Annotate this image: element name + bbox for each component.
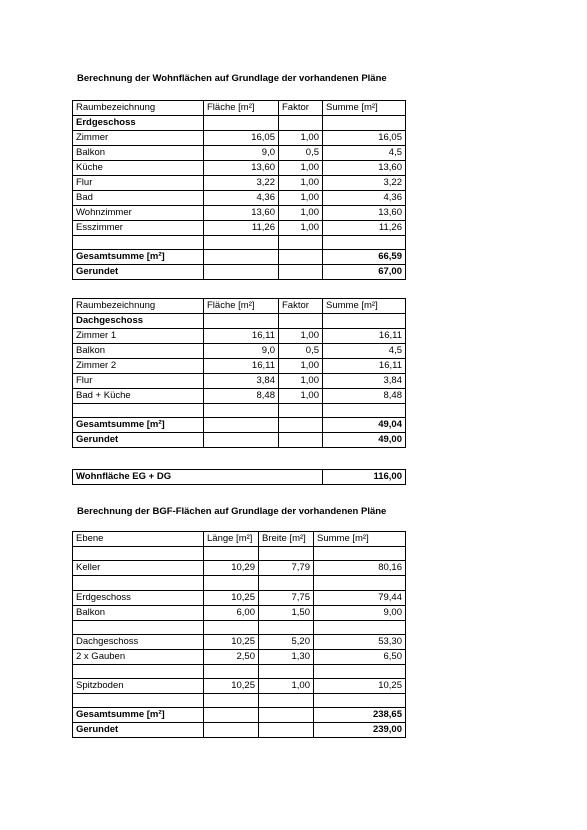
row-value: 16,11: [204, 329, 279, 344]
table-row: [73, 590, 406, 605]
row-label: 2 x Gauben: [73, 649, 204, 664]
table-header-row: [73, 299, 406, 314]
table-row: [73, 649, 406, 664]
table-row: [73, 634, 406, 649]
table-row: [73, 161, 406, 176]
table-row: [73, 344, 406, 359]
table-dachgeschoss: [72, 298, 406, 448]
row-value: 0,5: [279, 146, 323, 161]
rounded-label: Gerundet: [73, 265, 204, 280]
total-value: 66,59: [323, 250, 406, 265]
row-value: 16,11: [323, 359, 406, 374]
row-value: 13,60: [323, 206, 406, 221]
header-flaeche: Fläche [m²]: [204, 101, 279, 116]
empty-row: [73, 547, 406, 561]
table-row: [73, 605, 406, 620]
row-value: 13,60: [204, 161, 279, 176]
table-bgf: [72, 531, 406, 738]
row-value: 3,84: [323, 374, 406, 389]
empty-row: [73, 236, 406, 250]
empty-row: [73, 694, 406, 708]
row-value: 16,11: [323, 329, 406, 344]
row-value: 13,60: [323, 161, 406, 176]
heading-wohnflaechen: Berechnung der Wohnflächen auf Grundlage der vorhandenen Pläne: [77, 73, 387, 84]
row-value: 1,00: [279, 359, 323, 374]
row-label: Balkon: [73, 344, 204, 359]
bgf-rows: [73, 547, 406, 708]
table-header-row: [73, 532, 406, 547]
row-value: 2,50: [204, 649, 259, 664]
table-row: [73, 191, 406, 206]
row-value: 4,36: [323, 191, 406, 206]
rounded-label: Gerundet: [73, 723, 204, 738]
row-label: Flur: [73, 374, 204, 389]
header-faktor: Faktor: [279, 299, 323, 314]
rounded-row: [73, 723, 406, 738]
row-label: Spitzboden: [73, 679, 204, 694]
total-value: 49,04: [323, 418, 406, 433]
table-header-row: [73, 101, 406, 116]
row-label: Balkon: [73, 605, 204, 620]
table-row: [73, 221, 406, 236]
row-label: Wohnzimmer: [73, 206, 204, 221]
row-value: 3,84: [204, 374, 279, 389]
header-laenge: Länge [m²]: [204, 532, 259, 547]
table-row: [73, 679, 406, 694]
table-row: [73, 131, 406, 146]
row-value: 10,25: [204, 590, 259, 605]
row-value: 10,25: [314, 679, 406, 694]
section-title-dachgeschoss: Dachgeschoss: [73, 314, 204, 329]
row-value: 1,00: [279, 131, 323, 146]
row-value: 10,29: [204, 561, 259, 576]
row-value: 1,00: [279, 374, 323, 389]
rounded-row: [73, 265, 406, 280]
table-row: [73, 359, 406, 374]
row-value: 6,00: [204, 605, 259, 620]
row-value: 0,5: [279, 344, 323, 359]
row-label: Zimmer 1: [73, 329, 204, 344]
row-value: 7,79: [259, 561, 314, 576]
row-value: 8,48: [323, 389, 406, 404]
row-label: Bad + Küche: [73, 389, 204, 404]
eg-rows: [73, 131, 406, 236]
table-row: [73, 146, 406, 161]
row-label: Bad: [73, 191, 204, 206]
row-label: Zimmer 2: [73, 359, 204, 374]
empty-row: [73, 404, 406, 418]
table-wohnflaeche-summe: [72, 469, 406, 485]
row-label: Balkon: [73, 146, 204, 161]
heading-bgf: Berechnung der BGF-Flächen auf Grundlage der vorhandenen Pläne: [77, 506, 387, 517]
row-value: 1,00: [259, 679, 314, 694]
wohnflaeche-value: 116,00: [323, 470, 406, 485]
row-value: 3,22: [204, 176, 279, 191]
header-flaeche: Fläche [m²]: [204, 299, 279, 314]
row-value: 1,00: [279, 329, 323, 344]
row-label: Keller: [73, 561, 204, 576]
row-value: 53,30: [314, 634, 406, 649]
header-raumbezeichnung: Raumbezeichnung: [73, 299, 204, 314]
empty-row: [73, 620, 406, 634]
empty-row: [73, 664, 406, 678]
row-value: 10,25: [204, 634, 259, 649]
row-value: 16,11: [204, 359, 279, 374]
header-summe: Summe [m²]: [323, 299, 406, 314]
section-title-row: [73, 314, 406, 329]
table-row: [73, 374, 406, 389]
total-label: Gesamtsumme [m²]: [73, 418, 204, 433]
table-row: [73, 561, 406, 576]
table-erdgeschoss: [72, 100, 406, 280]
row-label: Dachgeschoss: [73, 634, 204, 649]
row-value: 9,0: [204, 146, 279, 161]
row-value: 5,20: [259, 634, 314, 649]
header-ebene: Ebene: [73, 532, 204, 547]
row-value: 9,00: [314, 605, 406, 620]
row-value: 10,25: [204, 679, 259, 694]
header-breite: Breite [m²]: [259, 532, 314, 547]
row-value: 11,26: [323, 221, 406, 236]
total-row: [73, 708, 406, 723]
row-value: 3,22: [323, 176, 406, 191]
row-value: 8,48: [204, 389, 279, 404]
row-label: Zimmer: [73, 131, 204, 146]
section-title-row: [73, 116, 406, 131]
row-value: 4,5: [323, 146, 406, 161]
row-value: 4,5: [323, 344, 406, 359]
wohnflaeche-row: [73, 470, 406, 485]
total-row: [73, 250, 406, 265]
row-value: 16,05: [323, 131, 406, 146]
row-value: 4,36: [204, 191, 279, 206]
rounded-value: 239,00: [314, 723, 406, 738]
rounded-value: 67,00: [323, 265, 406, 280]
row-value: 1,00: [279, 206, 323, 221]
row-value: 79,44: [314, 590, 406, 605]
total-row: [73, 418, 406, 433]
rounded-label: Gerundet: [73, 433, 204, 448]
row-label: Flur: [73, 176, 204, 191]
total-label: Gesamtsumme [m²]: [73, 250, 204, 265]
row-value: 1,30: [259, 649, 314, 664]
total-label: Gesamtsumme [m²]: [73, 708, 204, 723]
row-value: 9,0: [204, 344, 279, 359]
table-row: [73, 389, 406, 404]
header-summe: Summe [m²]: [314, 532, 406, 547]
table-row: [73, 206, 406, 221]
row-value: 13,60: [204, 206, 279, 221]
row-value: 1,50: [259, 605, 314, 620]
row-value: 11,26: [204, 221, 279, 236]
empty-row: [73, 576, 406, 590]
dg-rows: [73, 329, 406, 404]
row-label: Erdgeschoss: [73, 590, 204, 605]
rounded-row: [73, 433, 406, 448]
row-value: 1,00: [279, 221, 323, 236]
row-value: 1,00: [279, 191, 323, 206]
total-value: 238,65: [314, 708, 406, 723]
header-raumbezeichnung: Raumbezeichnung: [73, 101, 204, 116]
row-value: 1,00: [279, 389, 323, 404]
row-value: 80,16: [314, 561, 406, 576]
header-faktor: Faktor: [279, 101, 323, 116]
wohnflaeche-label: Wohnfläche EG + DG: [73, 470, 323, 485]
row-label: Küche: [73, 161, 204, 176]
header-summe: Summe [m²]: [323, 101, 406, 116]
table-row: [73, 176, 406, 191]
row-value: 1,00: [279, 161, 323, 176]
rounded-value: 49,00: [323, 433, 406, 448]
row-value: 6,50: [314, 649, 406, 664]
row-value: 1,00: [279, 176, 323, 191]
table-row: [73, 329, 406, 344]
row-label: Esszimmer: [73, 221, 204, 236]
row-value: 16,05: [204, 131, 279, 146]
row-value: 7,75: [259, 590, 314, 605]
section-title-erdgeschoss: Erdgeschoss: [73, 116, 204, 131]
